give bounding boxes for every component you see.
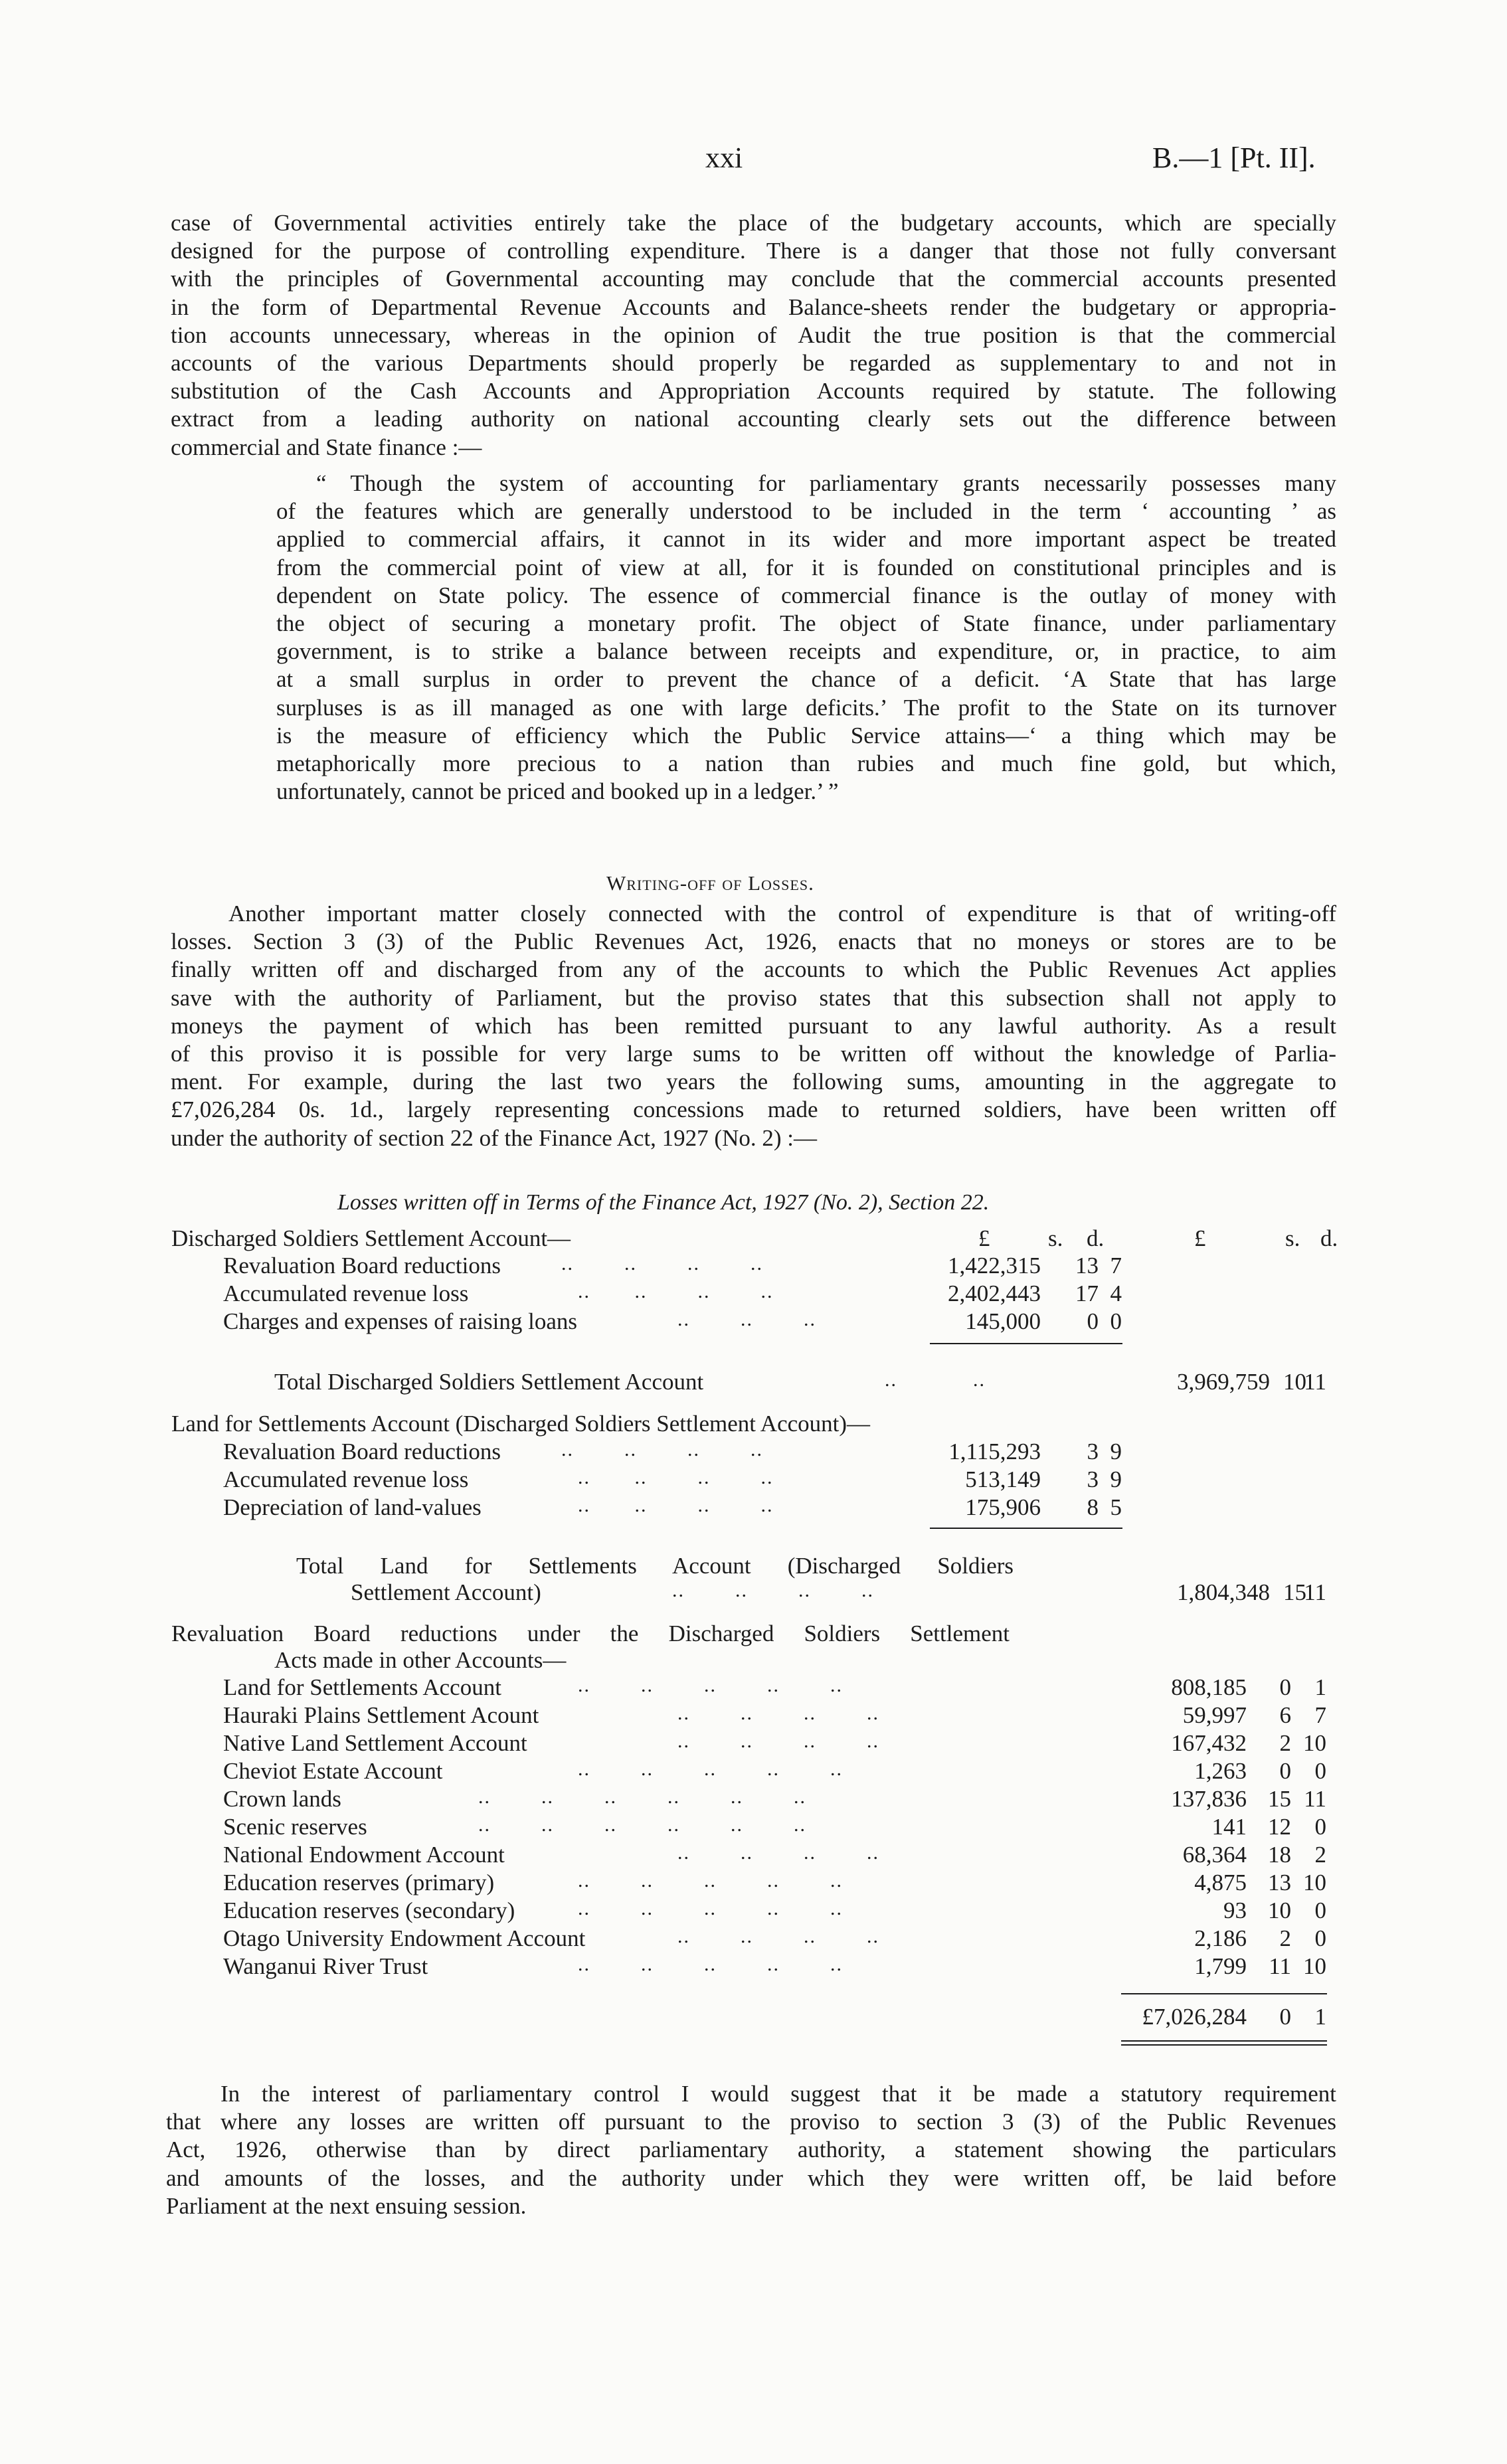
quotation-block	[276, 470, 1336, 806]
amount-pence: 0	[1314, 1814, 1326, 1840]
amount-pence: 10	[1303, 1953, 1326, 1979]
amount-pounds: 93	[1223, 1897, 1247, 1923]
amount-shillings: 2	[1279, 1730, 1291, 1756]
text-line: with the principles of Governmental accounting may conclude that the commercial accounts presented	[171, 266, 1336, 292]
row-label: Scenic reserves	[223, 1814, 367, 1840]
leader-dots: .. .. .. ..	[672, 1579, 874, 1601]
text-line: metaphorically more precious to a nation than rubies and much fine gold, but which,	[276, 750, 1336, 777]
row-label: Revaluation Board reductions	[223, 1439, 501, 1464]
amount-pence: 7	[1110, 1253, 1122, 1278]
leader-dots: .. .. .. ..	[561, 1439, 763, 1460]
amount-pounds: 4,875	[1194, 1870, 1247, 1895]
text-line: unfortunately, cannot be priced and booked up in a ledger.’ ”	[276, 778, 839, 805]
leader-dots: .. .. .. ..	[561, 1253, 763, 1275]
section-label: Land for Settlements Account (Discharged Soldiers Settlement Account)—	[171, 1411, 871, 1437]
amount-shillings: 13	[1268, 1870, 1291, 1895]
amount-pounds: 1,422,315	[948, 1253, 1041, 1278]
amount-shillings: 10	[1268, 1897, 1291, 1923]
leader-dots: .. .. .. ..	[578, 1466, 774, 1488]
total-label-continued: Settlement Account)	[351, 1579, 541, 1605]
amount-pounds: 175,906	[965, 1494, 1041, 1520]
amount-pence: 10	[1303, 1730, 1326, 1756]
amount-shillings: 8	[1087, 1494, 1099, 1520]
amount-shillings: 0	[1279, 1674, 1291, 1700]
amount-pence: 0	[1314, 1897, 1326, 1923]
amount-pounds: 145,000	[965, 1308, 1041, 1334]
total-pence: 11	[1304, 1579, 1326, 1605]
amount-shillings: 17	[1075, 1280, 1099, 1306]
amount-shillings: 15	[1268, 1786, 1291, 1812]
amount-shillings: 3	[1087, 1466, 1099, 1492]
text-line: finally written off and discharged from any of the accounts to which the Public Revenues Act applies	[171, 956, 1336, 983]
text-line: commercial and State finance :—	[171, 434, 482, 460]
intro-paragraph	[171, 209, 1336, 462]
amount-pence: 9	[1110, 1466, 1122, 1492]
col-header-pence: d.	[1087, 1225, 1105, 1251]
grand-total-pence: 1	[1314, 2004, 1326, 2030]
leader-dots: .. .. .. .. .. ..	[478, 1786, 806, 1808]
document-reference: B.—1 [Pt. II].	[1152, 141, 1316, 174]
amount-shillings: 13	[1075, 1253, 1099, 1278]
row-label: Otago University Endowment Account	[223, 1925, 586, 1951]
row-label: Hauraki Plains Settlement Acount	[223, 1702, 539, 1728]
row-label: Accumulated revenue loss	[223, 1280, 469, 1306]
text-line: £7,026,284 0s. 1d., largely representing concessions made to returned soldiers, have been written off	[171, 1097, 1336, 1123]
amount-pounds: 1,263	[1194, 1758, 1247, 1784]
leader-dots: .. .. .. .. ..	[578, 1897, 843, 1919]
text-line: ment. For example, during the last two years the following sums, amounting in the aggregate to	[171, 1069, 1336, 1095]
final-paragraph	[166, 2080, 1336, 2220]
text-line: case of Governmental activities entirely take the place of the budgetary accounts, which are specially	[171, 210, 1336, 236]
row-label: Education reserves (secondary)	[223, 1897, 515, 1923]
leader-dots: .. .. .. ..	[578, 1280, 774, 1302]
section-label-continued: Acts made in other Accounts—	[274, 1647, 567, 1673]
amount-shillings: 0	[1087, 1308, 1099, 1334]
amount-pounds: 141	[1211, 1814, 1247, 1840]
subtotal-rule	[930, 1528, 1122, 1529]
text-line: losses. Section 3 (3) of the Public Revenues Act, 1926, enacts that no moneys or stores are to be	[171, 928, 1336, 955]
text-line: of the features which are generally understood to be included in the term ‘ accounting ’ as	[276, 498, 1336, 525]
grand-total-double-rule-top	[1121, 2040, 1327, 2042]
amount-pence: 5	[1110, 1494, 1122, 1520]
leader-dots: .. .. .. ..	[677, 1925, 879, 1947]
col-header-pounds: £	[978, 1225, 990, 1251]
grand-total-double-rule-bottom	[1121, 2044, 1327, 2046]
text-line: at a small surplus in order to prevent the chance of a deficit. ‘A State that has large	[276, 666, 1336, 693]
amount-shillings: 11	[1269, 1953, 1291, 1979]
col-header-pence-total: d.	[1320, 1225, 1338, 1251]
amount-pounds: 167,432	[1171, 1730, 1247, 1756]
total-shillings: 10	[1283, 1369, 1306, 1395]
text-line: of this proviso it is possible for very large sums to be written off without the knowledge of Parlia-	[171, 1041, 1336, 1067]
row-label: Education reserves (primary)	[223, 1870, 495, 1895]
grand-total-rule	[1121, 1993, 1327, 1994]
col-header-shillings-total: s.	[1285, 1225, 1300, 1251]
amount-pence: 0	[1314, 1758, 1326, 1784]
amount-shillings: 3	[1087, 1439, 1099, 1464]
section-label: Discharged Soldiers Settlement Account—	[171, 1225, 571, 1251]
amount-pence: 0	[1110, 1308, 1122, 1334]
col-header-shillings: s.	[1048, 1225, 1063, 1251]
amount-pence: 11	[1304, 1786, 1326, 1812]
text-line: save with the authority of Parliament, but the proviso states that this subsection shall not apply to	[171, 984, 1336, 1011]
table-title: Losses written off in Terms of the Finance Act, 1927 (No. 2), Section 22.	[337, 1190, 990, 1215]
row-label: Depreciation of land-values	[223, 1494, 482, 1520]
col-header-pounds-total: £	[1194, 1225, 1206, 1251]
amount-pence: 2	[1314, 1842, 1326, 1868]
writeoff-paragraph	[171, 900, 1336, 1152]
amount-pounds: 59,997	[1182, 1702, 1247, 1728]
text-line: In the interest of parliamentary control I would suggest that it be made a statutory requirement	[221, 2081, 1336, 2107]
total-label: Total Land for Settlements Account (Discharged Soldiers	[296, 1553, 1014, 1579]
page-number: xxi	[705, 141, 743, 174]
section-label: Revaluation Board reductions under the Discharged Soldiers Settlement	[171, 1621, 1010, 1646]
amount-pounds: 137,836	[1171, 1786, 1247, 1812]
text-line: government, is to strike a balance between receipts and expenditure, or, in practice, to aim	[276, 638, 1336, 665]
total-pounds: 3,969,759	[1177, 1369, 1270, 1395]
subtotal-rule	[930, 1343, 1122, 1344]
text-line: under the authority of section 22 of the Finance Act, 1927 (No. 2) :—	[171, 1124, 817, 1151]
text-line: “ Though the system of accounting for parliamentary grants necessarily possesses many	[316, 470, 1336, 496]
grand-total-shillings: 0	[1279, 2004, 1291, 2030]
text-line: tion accounts unnecessary, whereas in the opinion of Audit the true position is that the commercial	[171, 321, 1336, 348]
text-line: and amounts of the losses, and the authority under which they were written off, be laid before	[166, 2164, 1336, 2191]
text-line: substitution of the Cash Accounts and Appropriation Accounts required by statute. The following	[171, 378, 1336, 404]
row-label: Accumulated revenue loss	[223, 1466, 469, 1492]
grand-total-pounds: £7,026,284	[1142, 2004, 1247, 2030]
amount-pence: 4	[1110, 1280, 1122, 1306]
amount-pence: 9	[1110, 1439, 1122, 1464]
total-shillings: 15	[1283, 1579, 1306, 1605]
text-line: Parliament at the next ensuing session.	[166, 2192, 527, 2219]
leader-dots: .. .. .. .. ..	[578, 1758, 843, 1780]
total-pounds: 1,804,348	[1177, 1579, 1270, 1605]
text-line: moneys the payment of which has been remitted pursuant to any lawful authority. As a result	[171, 1012, 1336, 1039]
amount-pounds: 2,402,443	[948, 1280, 1041, 1306]
leader-dots: .. .. .. .. ..	[578, 1953, 843, 1975]
amount-pounds: 2,186	[1194, 1925, 1247, 1951]
text-line: extract from a leading authority on national accounting clearly sets out the difference between	[171, 406, 1336, 432]
row-label: Cheviot Estate Account	[223, 1758, 443, 1784]
leader-dots: .. .. .. .. ..	[578, 1870, 843, 1892]
amount-pounds: 513,149	[965, 1466, 1041, 1492]
row-label: Land for Settlements Account	[223, 1674, 501, 1700]
text-line: is the measure of efficiency which the Public Service attains—‘ a thing which may be	[276, 722, 1336, 748]
amount-pounds: 1,115,293	[948, 1439, 1041, 1464]
text-line: surpluses is as ill managed as one with large deficits.’ The profit to the State on its turnover	[276, 694, 1336, 721]
amount-pounds: 808,185	[1171, 1674, 1247, 1700]
row-label: Crown lands	[223, 1786, 341, 1812]
amount-shillings: 18	[1268, 1842, 1291, 1868]
text-line: Act, 1926, otherwise than by direct parliamentary authority, a statement showing the particulars	[166, 2137, 1336, 2163]
amount-pounds: 68,364	[1182, 1842, 1247, 1868]
amount-pence: 10	[1303, 1870, 1326, 1895]
amount-pence: 1	[1314, 1674, 1326, 1700]
leader-dots: .. .. .. ..	[578, 1494, 774, 1516]
text-line: Another important matter closely connected with the control of expenditure is that of writing-off	[228, 901, 1336, 926]
amount-pence: 7	[1314, 1702, 1326, 1728]
text-line: accounts of the various Departments should properly be regarded as supplementary to and not in	[171, 350, 1336, 377]
amount-shillings: 6	[1279, 1702, 1291, 1728]
text-line: that where any losses are written off pursuant to the proviso to section 3 (3) of the Public Revenues	[166, 2109, 1336, 2135]
leader-dots: .. .. .. .. .. ..	[478, 1814, 806, 1836]
total-pence: 11	[1304, 1369, 1326, 1395]
text-line: in the form of Departmental Revenue Accounts and Balance-sheets render the budgetary or appropria-	[171, 294, 1336, 320]
leader-dots: .. ..	[885, 1369, 986, 1391]
row-label: Native Land Settlement Account	[223, 1730, 527, 1756]
text-line: from the commercial point of view at all, for it is founded on constitutional principles and is	[276, 554, 1336, 580]
leader-dots: .. .. .. ..	[677, 1842, 879, 1864]
amount-shillings: 0	[1279, 1758, 1291, 1784]
leader-dots: .. .. .. .. ..	[578, 1674, 843, 1696]
text-line: designed for the purpose of controlling expenditure. There is a danger that those not fully conversant	[171, 238, 1336, 264]
leader-dots: .. .. .. ..	[677, 1702, 879, 1724]
section-heading: Writing-off of Losses.	[606, 871, 814, 895]
amount-pence: 0	[1314, 1925, 1326, 1951]
row-label: National Endowment Account	[223, 1842, 505, 1868]
row-label: Charges and expenses of raising loans	[223, 1308, 577, 1334]
text-line: dependent on State policy. The essence of commercial finance is the outlay of money with	[276, 582, 1336, 608]
total-label: Total Discharged Soldiers Settlement Account	[274, 1369, 704, 1395]
amount-shillings: 2	[1279, 1925, 1291, 1951]
amount-shillings: 12	[1268, 1814, 1291, 1840]
amount-pounds: 1,799	[1194, 1953, 1247, 1979]
leader-dots: .. .. ..	[677, 1308, 816, 1330]
row-label: Revaluation Board reductions	[223, 1253, 501, 1278]
leader-dots: .. .. .. ..	[677, 1730, 879, 1752]
text-line: applied to commercial affairs, it cannot in its wider and more important aspect be treated	[276, 526, 1336, 553]
text-line: the object of securing a monetary profit. The object of State finance, under parliamentary	[276, 610, 1336, 637]
row-label: Wanganui River Trust	[223, 1953, 428, 1979]
